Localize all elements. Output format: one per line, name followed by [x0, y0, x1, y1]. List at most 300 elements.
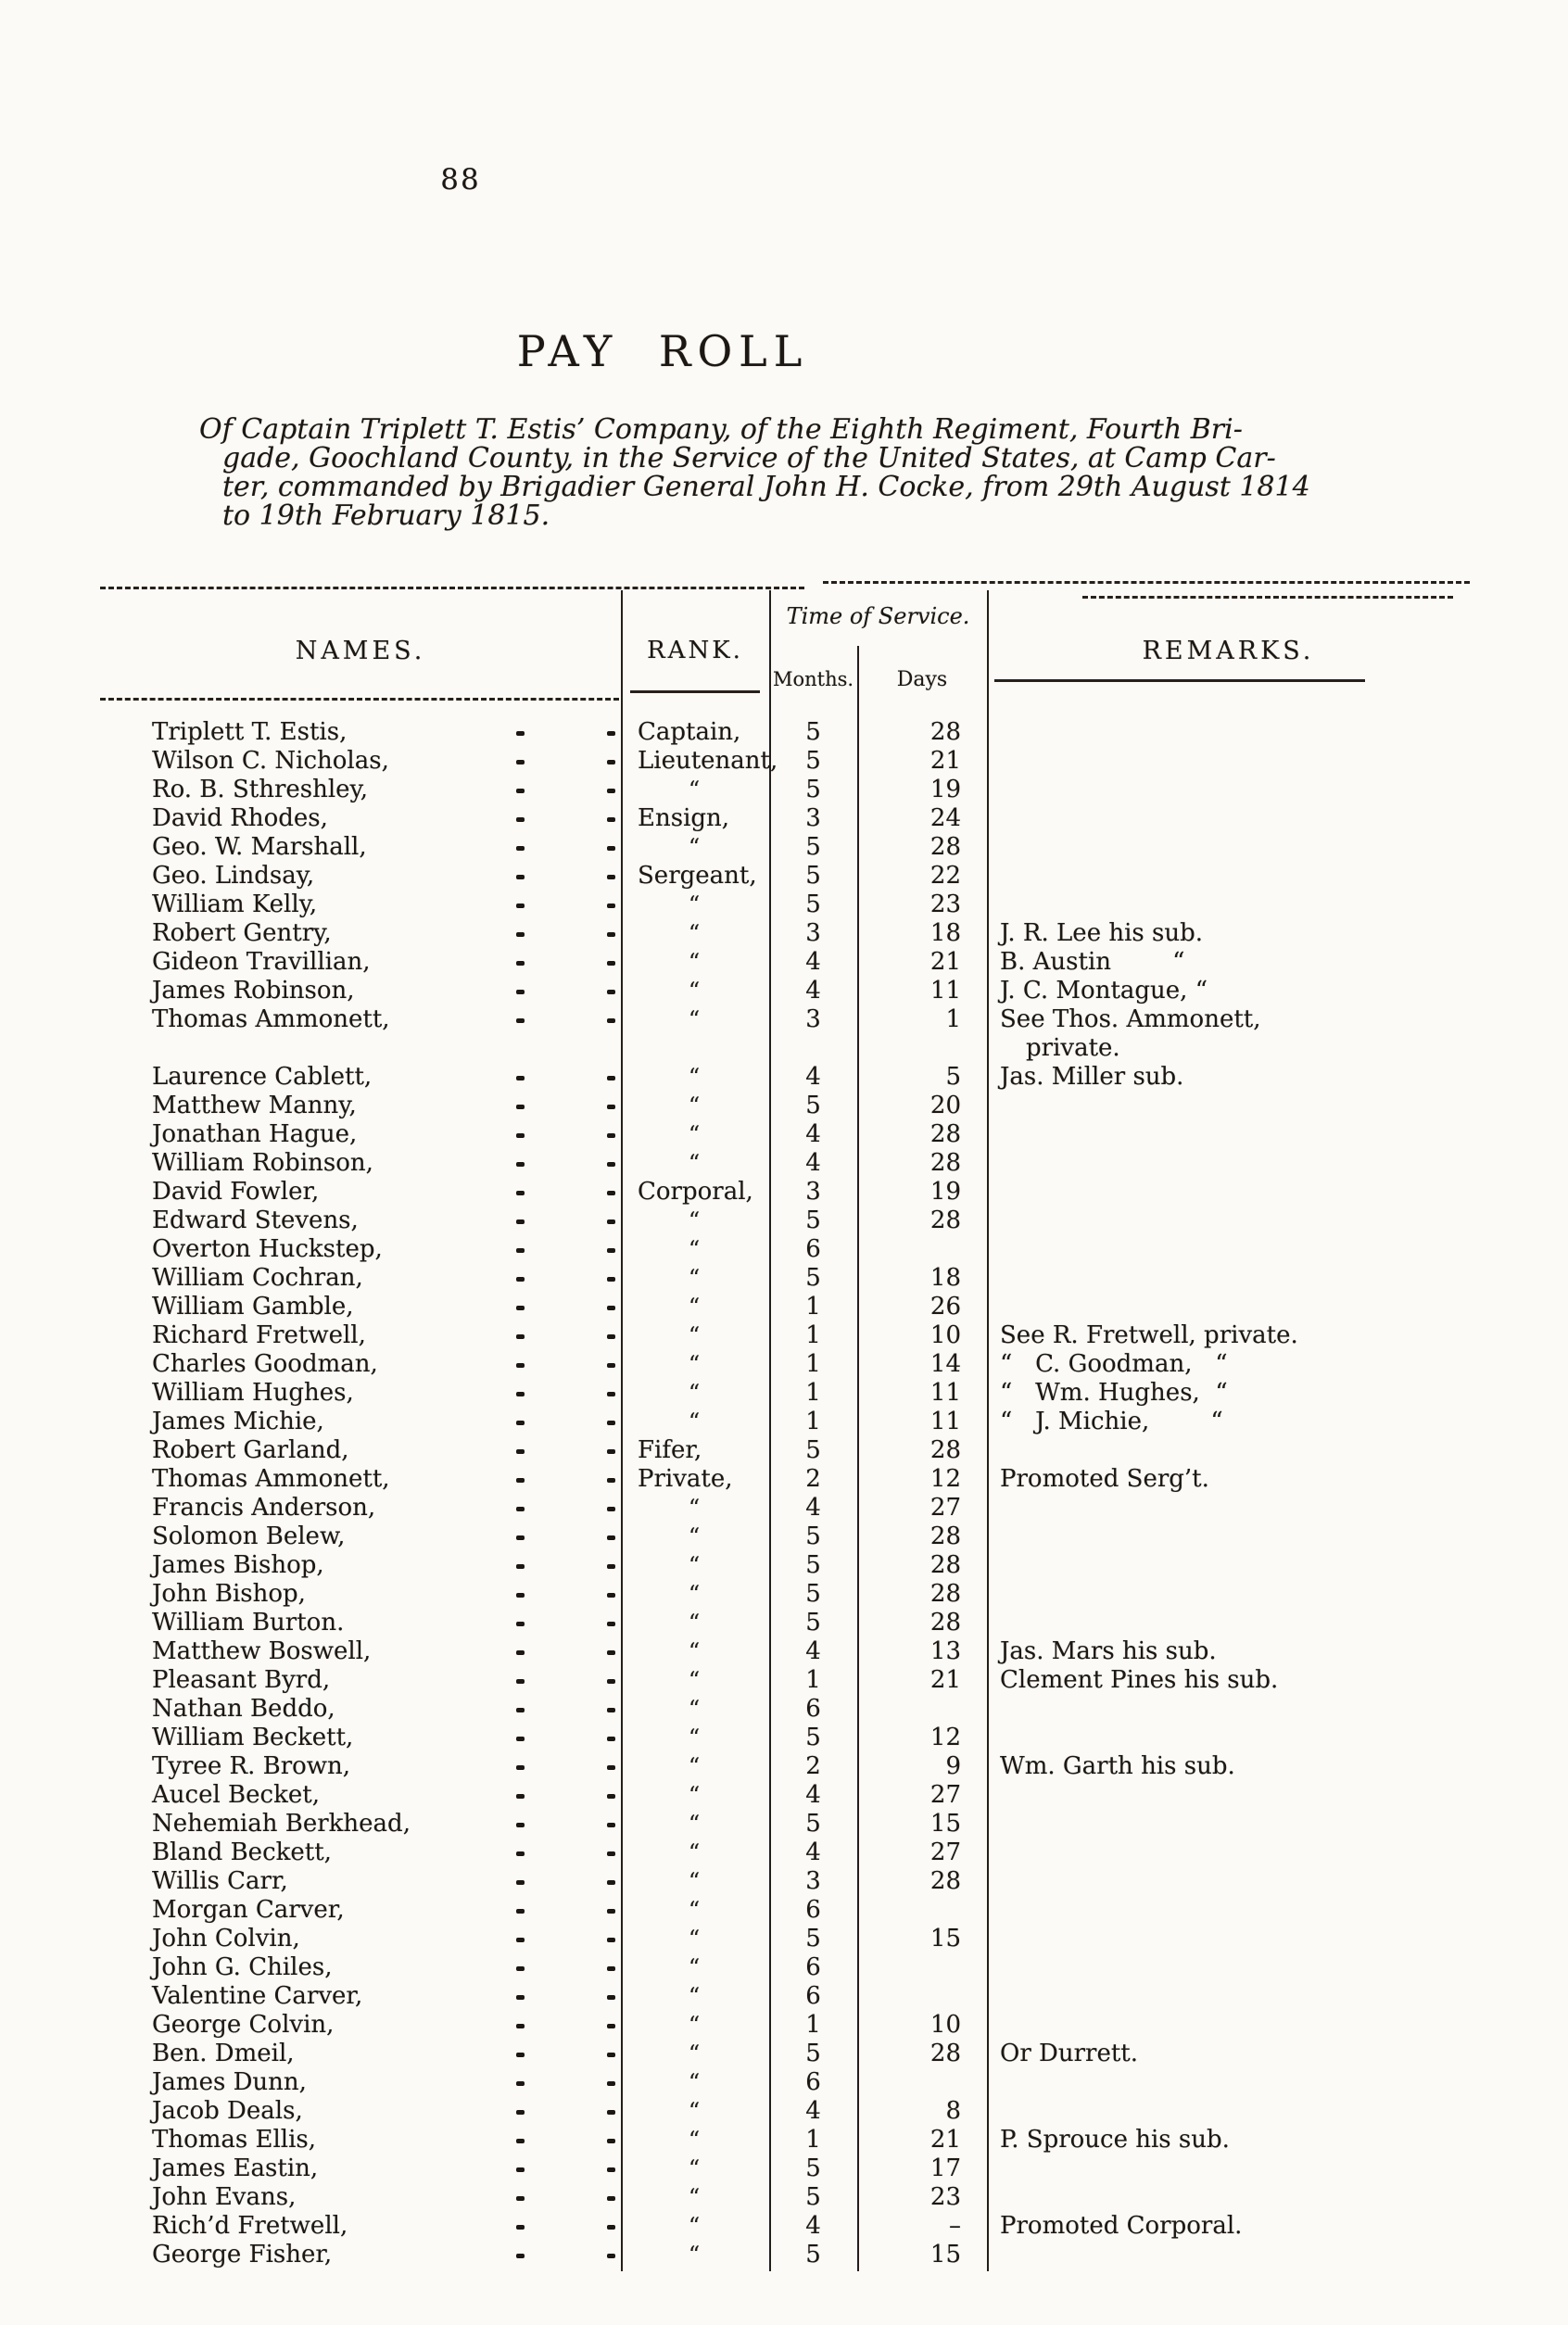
soldier-rank: “	[688, 978, 702, 1004]
service-months: 1	[805, 2011, 821, 2039]
soldier-remark	[987, 1839, 1470, 1867]
soldier-remark	[987, 804, 1470, 833]
leader-dash	[607, 846, 615, 851]
leader-dash	[607, 2024, 615, 2028]
soldier-name-text: Laurence Cablett,	[152, 1063, 373, 1091]
service-days: 10	[929, 1321, 961, 1349]
header-names: NAMES.	[295, 637, 426, 665]
soldier-name-text: Thomas Ammonett,	[152, 1005, 390, 1033]
table-row	[100, 919, 1470, 948]
service-days: 11	[929, 977, 961, 1005]
service-days	[857, 1695, 987, 1724]
service-days: 28	[929, 718, 961, 746]
soldier-name-text: George Fisher,	[152, 2241, 333, 2268]
service-days: 28	[929, 1551, 961, 1579]
soldier-name	[100, 2212, 621, 2241]
service-days	[857, 1982, 987, 2011]
service-months: 3	[805, 1178, 821, 1206]
soldier-name-text: James Robinson,	[152, 977, 355, 1005]
soldier-name	[100, 2241, 621, 2269]
service-days: 1	[945, 1005, 961, 1033]
soldier-name-text: Thomas Ellis,	[152, 2126, 317, 2154]
leader-dash	[516, 932, 525, 937]
table-row	[100, 1494, 1470, 1523]
table-row	[100, 2068, 1470, 2097]
service-days: 28	[929, 1523, 961, 1550]
soldier-rank: Corporal,	[638, 1178, 753, 1206]
service-days: 21	[929, 2126, 961, 2154]
soldier-rank: “	[688, 777, 702, 802]
soldier-remark	[987, 2068, 1470, 2097]
service-months: 5	[805, 2241, 821, 2268]
leader-dash	[516, 1507, 525, 1511]
soldier-remark	[987, 1953, 1470, 1982]
service-months: 5	[805, 1551, 821, 1579]
leader-dash	[516, 1162, 525, 1167]
service-days: 10	[929, 2011, 961, 2039]
table-row	[100, 1350, 1470, 1379]
soldier-name	[100, 1925, 621, 1953]
table-header	[100, 579, 1470, 718]
soldier-name-text: Nathan Beddo,	[152, 1695, 335, 1723]
soldier-name-text: Francis Anderson,	[152, 1494, 376, 1522]
soldier-remark: Promoted Serg’t.	[1000, 1465, 1209, 1493]
table-row	[100, 1178, 1470, 1207]
soldier-name-text: Gideon Travillian,	[152, 948, 371, 976]
leader-dash	[607, 2225, 615, 2230]
soldier-name-text: William Beckett,	[152, 1724, 354, 1751]
table-row	[100, 948, 1470, 977]
service-days: 19	[929, 776, 961, 803]
header-rank: RANK.	[647, 637, 743, 664]
service-months: 5	[805, 1925, 821, 1952]
soldier-rank: “	[688, 1351, 702, 1377]
soldier-name	[100, 1695, 621, 1724]
service-months: 1	[805, 1321, 821, 1349]
soldier-remark	[987, 776, 1470, 804]
table-row	[100, 1839, 1470, 1867]
soldier-name-text: Rich’d Fretwell,	[152, 2212, 348, 2240]
service-months	[769, 1034, 857, 1063]
soldier-name-text: James Dunn,	[152, 2068, 307, 2096]
soldier-name-text: Triplett T. Estis,	[152, 718, 348, 746]
service-months: 1	[805, 1293, 821, 1320]
soldier-rank: “	[688, 2184, 702, 2210]
soldier-remark	[987, 1523, 1470, 1551]
table-row	[100, 1436, 1470, 1465]
soldier-remark: Wm. Garth his sub.	[1000, 1752, 1235, 1780]
soldier-name-text: Solomon Belew,	[152, 1523, 346, 1550]
leader-dash	[516, 1909, 525, 1914]
header-remarks: REMARKS.	[1142, 637, 1315, 665]
service-days: 21	[929, 1666, 961, 1694]
service-months: 3	[805, 919, 821, 947]
soldier-rank: “	[688, 1409, 702, 1434]
service-months: 5	[805, 718, 821, 746]
service-months: 5	[805, 1609, 821, 1636]
leader-dash	[607, 1737, 615, 1741]
soldier-rank: “	[688, 1093, 702, 1118]
service-months: 6	[805, 1695, 821, 1723]
leader-dash	[516, 2139, 525, 2143]
soldier-rank: “	[688, 1983, 702, 2009]
soldier-name	[100, 2154, 621, 2183]
soldier-rank: Lieutenant,	[638, 747, 778, 775]
soldier-remark: J. R. Lee his sub.	[1000, 919, 1204, 947]
soldier-name	[100, 1293, 621, 1321]
service-days: 15	[929, 1810, 961, 1838]
soldier-rank: Sergeant,	[638, 862, 757, 890]
service-months: 5	[805, 1436, 821, 1464]
service-days: 23	[929, 2183, 961, 2211]
soldier-name	[100, 1207, 621, 1235]
leader-dash	[607, 1133, 615, 1138]
soldier-name-text: James Eastin,	[152, 2154, 319, 2182]
service-months: 4	[805, 1063, 821, 1091]
table-row	[100, 2212, 1470, 2241]
soldier-remark: private.	[1026, 1034, 1120, 1062]
soldier-name	[100, 2183, 621, 2212]
service-days: 15	[929, 1925, 961, 1952]
soldier-name-text: James Bishop,	[152, 1551, 324, 1579]
table-row	[100, 1609, 1470, 1637]
service-months: 5	[805, 1523, 821, 1550]
leader-dash	[607, 1794, 615, 1799]
table-row	[100, 2097, 1470, 2126]
service-days: 22	[929, 862, 961, 890]
soldier-name	[100, 1810, 621, 1839]
service-months: 4	[805, 1120, 821, 1148]
soldier-remark	[987, 1867, 1470, 1896]
leader-dash	[516, 1737, 525, 1741]
leader-dash	[607, 1851, 615, 1856]
service-days: 18	[929, 919, 961, 947]
soldier-name	[100, 1092, 621, 1120]
service-months: 4	[805, 1149, 821, 1177]
soldier-rank: “	[688, 2069, 702, 2095]
leader-dash	[607, 990, 615, 994]
intro-line: gade, Goochland County, in the Service of the United States, at Camp Car-	[222, 442, 1276, 474]
soldier-rank: “	[688, 1811, 702, 1837]
service-days: 21	[929, 747, 961, 775]
soldier-rank: “	[688, 1581, 702, 1607]
soldier-rank: “	[688, 949, 702, 975]
soldier-rank: “	[688, 1696, 702, 1722]
soldier-name	[100, 1005, 621, 1034]
soldier-remark: “ C. Goodman, “	[1000, 1350, 1228, 1378]
soldier-remark	[987, 833, 1470, 862]
service-months: 1	[805, 1408, 821, 1435]
service-days: 24	[929, 804, 961, 832]
soldier-name-text: Ro. B. Sthreshley,	[152, 776, 369, 803]
soldier-name-text: Pleasant Byrd,	[152, 1666, 331, 1694]
leader-dash	[516, 1105, 525, 1109]
soldier-name-text: Morgan Carver,	[152, 1896, 345, 1924]
soldier-remark: Or Durrett.	[1000, 2040, 1139, 2067]
soldier-rank: “	[688, 1610, 702, 1636]
soldier-name	[100, 1666, 621, 1695]
leader-dash	[607, 1018, 615, 1023]
leader-dash	[516, 1622, 525, 1626]
soldier-name	[100, 1465, 621, 1494]
page-number: 88	[440, 163, 481, 196]
leader-dash	[607, 1909, 615, 1914]
leader-dash	[516, 1076, 525, 1080]
leader-dash	[516, 846, 525, 851]
soldier-remark	[987, 862, 1470, 891]
service-days: 19	[929, 1178, 961, 1206]
table-row	[100, 1752, 1470, 1781]
pay-roll-table	[100, 579, 1470, 2277]
soldier-remark	[987, 1494, 1470, 1523]
leader-dash	[516, 1995, 525, 2000]
soldier-rank: Captain,	[638, 718, 741, 746]
service-months: 5	[805, 862, 821, 890]
leader-dash	[607, 1995, 615, 2000]
leader-dash	[607, 1277, 615, 1282]
soldier-name	[100, 1551, 621, 1580]
soldier-name	[100, 891, 621, 919]
table-row	[100, 804, 1470, 833]
leader-dash	[607, 1449, 615, 1454]
leader-dash	[607, 2053, 615, 2057]
soldier-name	[100, 1149, 621, 1178]
table-row	[100, 776, 1470, 804]
table-row	[100, 1724, 1470, 1752]
table-row	[100, 1666, 1470, 1695]
soldier-name	[100, 776, 621, 804]
table-row	[100, 1321, 1470, 1350]
table-row	[100, 1092, 1470, 1120]
soldier-name	[100, 1752, 621, 1781]
soldier-name	[100, 1637, 621, 1666]
intro-line: ter, commanded by Brigadier General John H. Cocke, from 29th August 1814	[222, 471, 1310, 503]
service-days: 28	[929, 1580, 961, 1608]
leader-dash	[516, 2254, 525, 2258]
leader-dash	[607, 2081, 615, 2086]
service-months: 5	[805, 1264, 821, 1292]
table-row	[100, 1408, 1470, 1436]
soldier-name-text: John Colvin,	[152, 1925, 300, 1952]
soldier-rank: “	[688, 2012, 702, 2038]
soldier-rank: “	[688, 1725, 702, 1750]
service-days	[857, 1896, 987, 1925]
leader-dash	[607, 1564, 615, 1569]
table-row	[100, 1235, 1470, 1264]
header-months: Months.	[772, 668, 854, 690]
table-row	[100, 1264, 1470, 1293]
soldier-remark	[987, 1178, 1470, 1207]
soldier-name-text: Robert Garland,	[152, 1436, 349, 1464]
leader-dash	[607, 1938, 615, 1942]
soldier-remark: P. Sprouce his sub.	[1000, 2126, 1230, 2154]
leader-dash	[516, 1650, 525, 1655]
soldier-remark	[987, 1207, 1470, 1235]
soldier-name	[100, 1609, 621, 1637]
service-months: 6	[805, 1235, 821, 1263]
soldier-remark: J. C. Montague, “	[1000, 977, 1208, 1005]
soldier-remark	[987, 2154, 1470, 2183]
service-days: 27	[929, 1839, 961, 1866]
service-days: 28	[929, 1207, 961, 1234]
leader-dash	[516, 1823, 525, 1827]
service-days: 28	[929, 1609, 961, 1636]
soldier-name	[100, 1494, 621, 1523]
service-days: 5	[945, 1063, 961, 1091]
soldier-name	[100, 747, 621, 776]
table-row	[100, 1207, 1470, 1235]
soldier-remark	[987, 1810, 1470, 1839]
soldier-rank: “	[688, 920, 702, 946]
leader-dash	[607, 731, 615, 736]
soldier-name	[100, 2011, 621, 2040]
soldier-rank: “	[688, 1954, 702, 1980]
leader-dash	[607, 1219, 615, 1224]
service-days: 28	[929, 1120, 961, 1148]
header-time-of-service: Time of Service.	[786, 603, 970, 629]
table-row	[100, 718, 1470, 747]
leader-dash	[607, 2196, 615, 2201]
soldier-rank: “	[688, 1294, 702, 1320]
soldier-name-text: Geo. W. Marshall,	[152, 833, 367, 861]
soldier-name-text: John Evans,	[152, 2183, 297, 2211]
table-row	[100, 1034, 1470, 1063]
soldier-rank: “	[688, 2098, 702, 2124]
table-row	[100, 1379, 1470, 1408]
service-days: 13	[929, 1637, 961, 1665]
leader-dash	[607, 1593, 615, 1598]
leader-dash	[516, 731, 525, 736]
leader-dash	[516, 1564, 525, 1569]
service-months: 4	[805, 2097, 821, 2125]
table-row	[100, 1063, 1470, 1092]
service-days: 11	[929, 1379, 961, 1407]
soldier-remark	[987, 2011, 1470, 2040]
soldier-rank: “	[688, 1667, 702, 1693]
leader-dash	[516, 1535, 525, 1540]
leader-dash	[516, 1334, 525, 1339]
service-months: 2	[805, 1465, 821, 1493]
table-row	[100, 1781, 1470, 1810]
leader-dash	[607, 1966, 615, 1971]
soldier-name-text: Willis Carr,	[152, 1867, 288, 1895]
soldier-rank: “	[688, 1150, 702, 1176]
leader-dash	[516, 1794, 525, 1799]
soldier-name	[100, 1953, 621, 1982]
soldier-name	[100, 1235, 621, 1264]
leader-dash	[516, 789, 525, 793]
soldier-remark: “ Wm. Hughes, “	[1000, 1379, 1228, 1407]
service-months: 5	[805, 1207, 821, 1234]
table-row	[100, 1149, 1470, 1178]
table-row	[100, 1896, 1470, 1925]
leader-dash	[607, 1306, 615, 1310]
soldier-remark	[987, 1896, 1470, 1925]
service-days: 26	[929, 1293, 961, 1320]
soldier-rank: “	[688, 1839, 702, 1865]
soldier-name	[100, 2097, 621, 2126]
service-days: 28	[929, 2040, 961, 2067]
service-days: 28	[929, 1149, 961, 1177]
soldier-remark	[987, 2097, 1470, 2126]
soldier-rank: “	[688, 1236, 702, 1262]
soldier-name	[100, 977, 621, 1005]
soldier-remark	[987, 1925, 1470, 1953]
soldier-name	[100, 2040, 621, 2068]
service-days: 27	[929, 1494, 961, 1522]
leader-dash	[516, 1449, 525, 1454]
table-row	[100, 1551, 1470, 1580]
soldier-rank: “	[688, 1006, 702, 1032]
leader-dash	[516, 1708, 525, 1712]
soldier-remark: B. Austin “	[1000, 948, 1185, 976]
service-days: 11	[929, 1408, 961, 1435]
service-days: 14	[929, 1350, 961, 1378]
service-months: 4	[805, 1494, 821, 1522]
table-row	[100, 2183, 1470, 2212]
soldier-name	[100, 718, 621, 747]
leader-dash	[516, 1421, 525, 1425]
leader-dash	[516, 1018, 525, 1023]
table-row	[100, 747, 1470, 776]
leader-dash	[516, 1679, 525, 1684]
soldier-remark	[987, 2241, 1470, 2269]
leader-dash	[607, 932, 615, 937]
table-row	[100, 977, 1470, 1005]
header-underline-rank	[630, 690, 760, 693]
soldier-name	[100, 948, 621, 977]
table-row	[100, 862, 1470, 891]
soldier-remark	[987, 1092, 1470, 1120]
table-row	[100, 1953, 1470, 1982]
leader-dash	[607, 903, 615, 908]
service-months: 5	[805, 891, 821, 918]
service-months: 6	[805, 1896, 821, 1924]
table-row	[100, 1120, 1470, 1149]
leader-dash	[607, 1622, 615, 1626]
leader-dash	[607, 2110, 615, 2115]
soldier-name-text: Valentine Carver,	[152, 1982, 363, 2010]
soldier-name	[100, 1436, 621, 1465]
soldier-rank: “	[688, 1523, 702, 1549]
service-months: 3	[805, 1005, 821, 1033]
soldier-rank: “	[688, 1064, 702, 1090]
soldier-rank: “	[688, 891, 702, 917]
leader-dash	[516, 1880, 525, 1885]
leader-dash	[516, 1306, 525, 1310]
soldier-name	[100, 1724, 621, 1752]
service-months: 5	[805, 833, 821, 861]
leader-dash	[607, 875, 615, 879]
leader-dash	[516, 1593, 525, 1598]
leader-dash	[516, 1219, 525, 1224]
service-months: 3	[805, 804, 821, 832]
table-body	[100, 718, 1470, 2269]
leader-dash	[516, 1938, 525, 1942]
leader-dash	[607, 1765, 615, 1770]
soldier-rank: “	[688, 1121, 702, 1147]
table-row	[100, 1982, 1470, 2011]
service-months: 4	[805, 1781, 821, 1809]
soldier-rank: “	[688, 2127, 702, 2153]
soldier-name-text: David Rhodes,	[152, 804, 328, 832]
table-row	[100, 1580, 1470, 1609]
table-row	[100, 2011, 1470, 2040]
soldier-rank: Ensign,	[638, 804, 730, 832]
leader-dash	[516, 990, 525, 994]
soldier-name	[100, 1867, 621, 1896]
soldier-remark	[987, 747, 1470, 776]
